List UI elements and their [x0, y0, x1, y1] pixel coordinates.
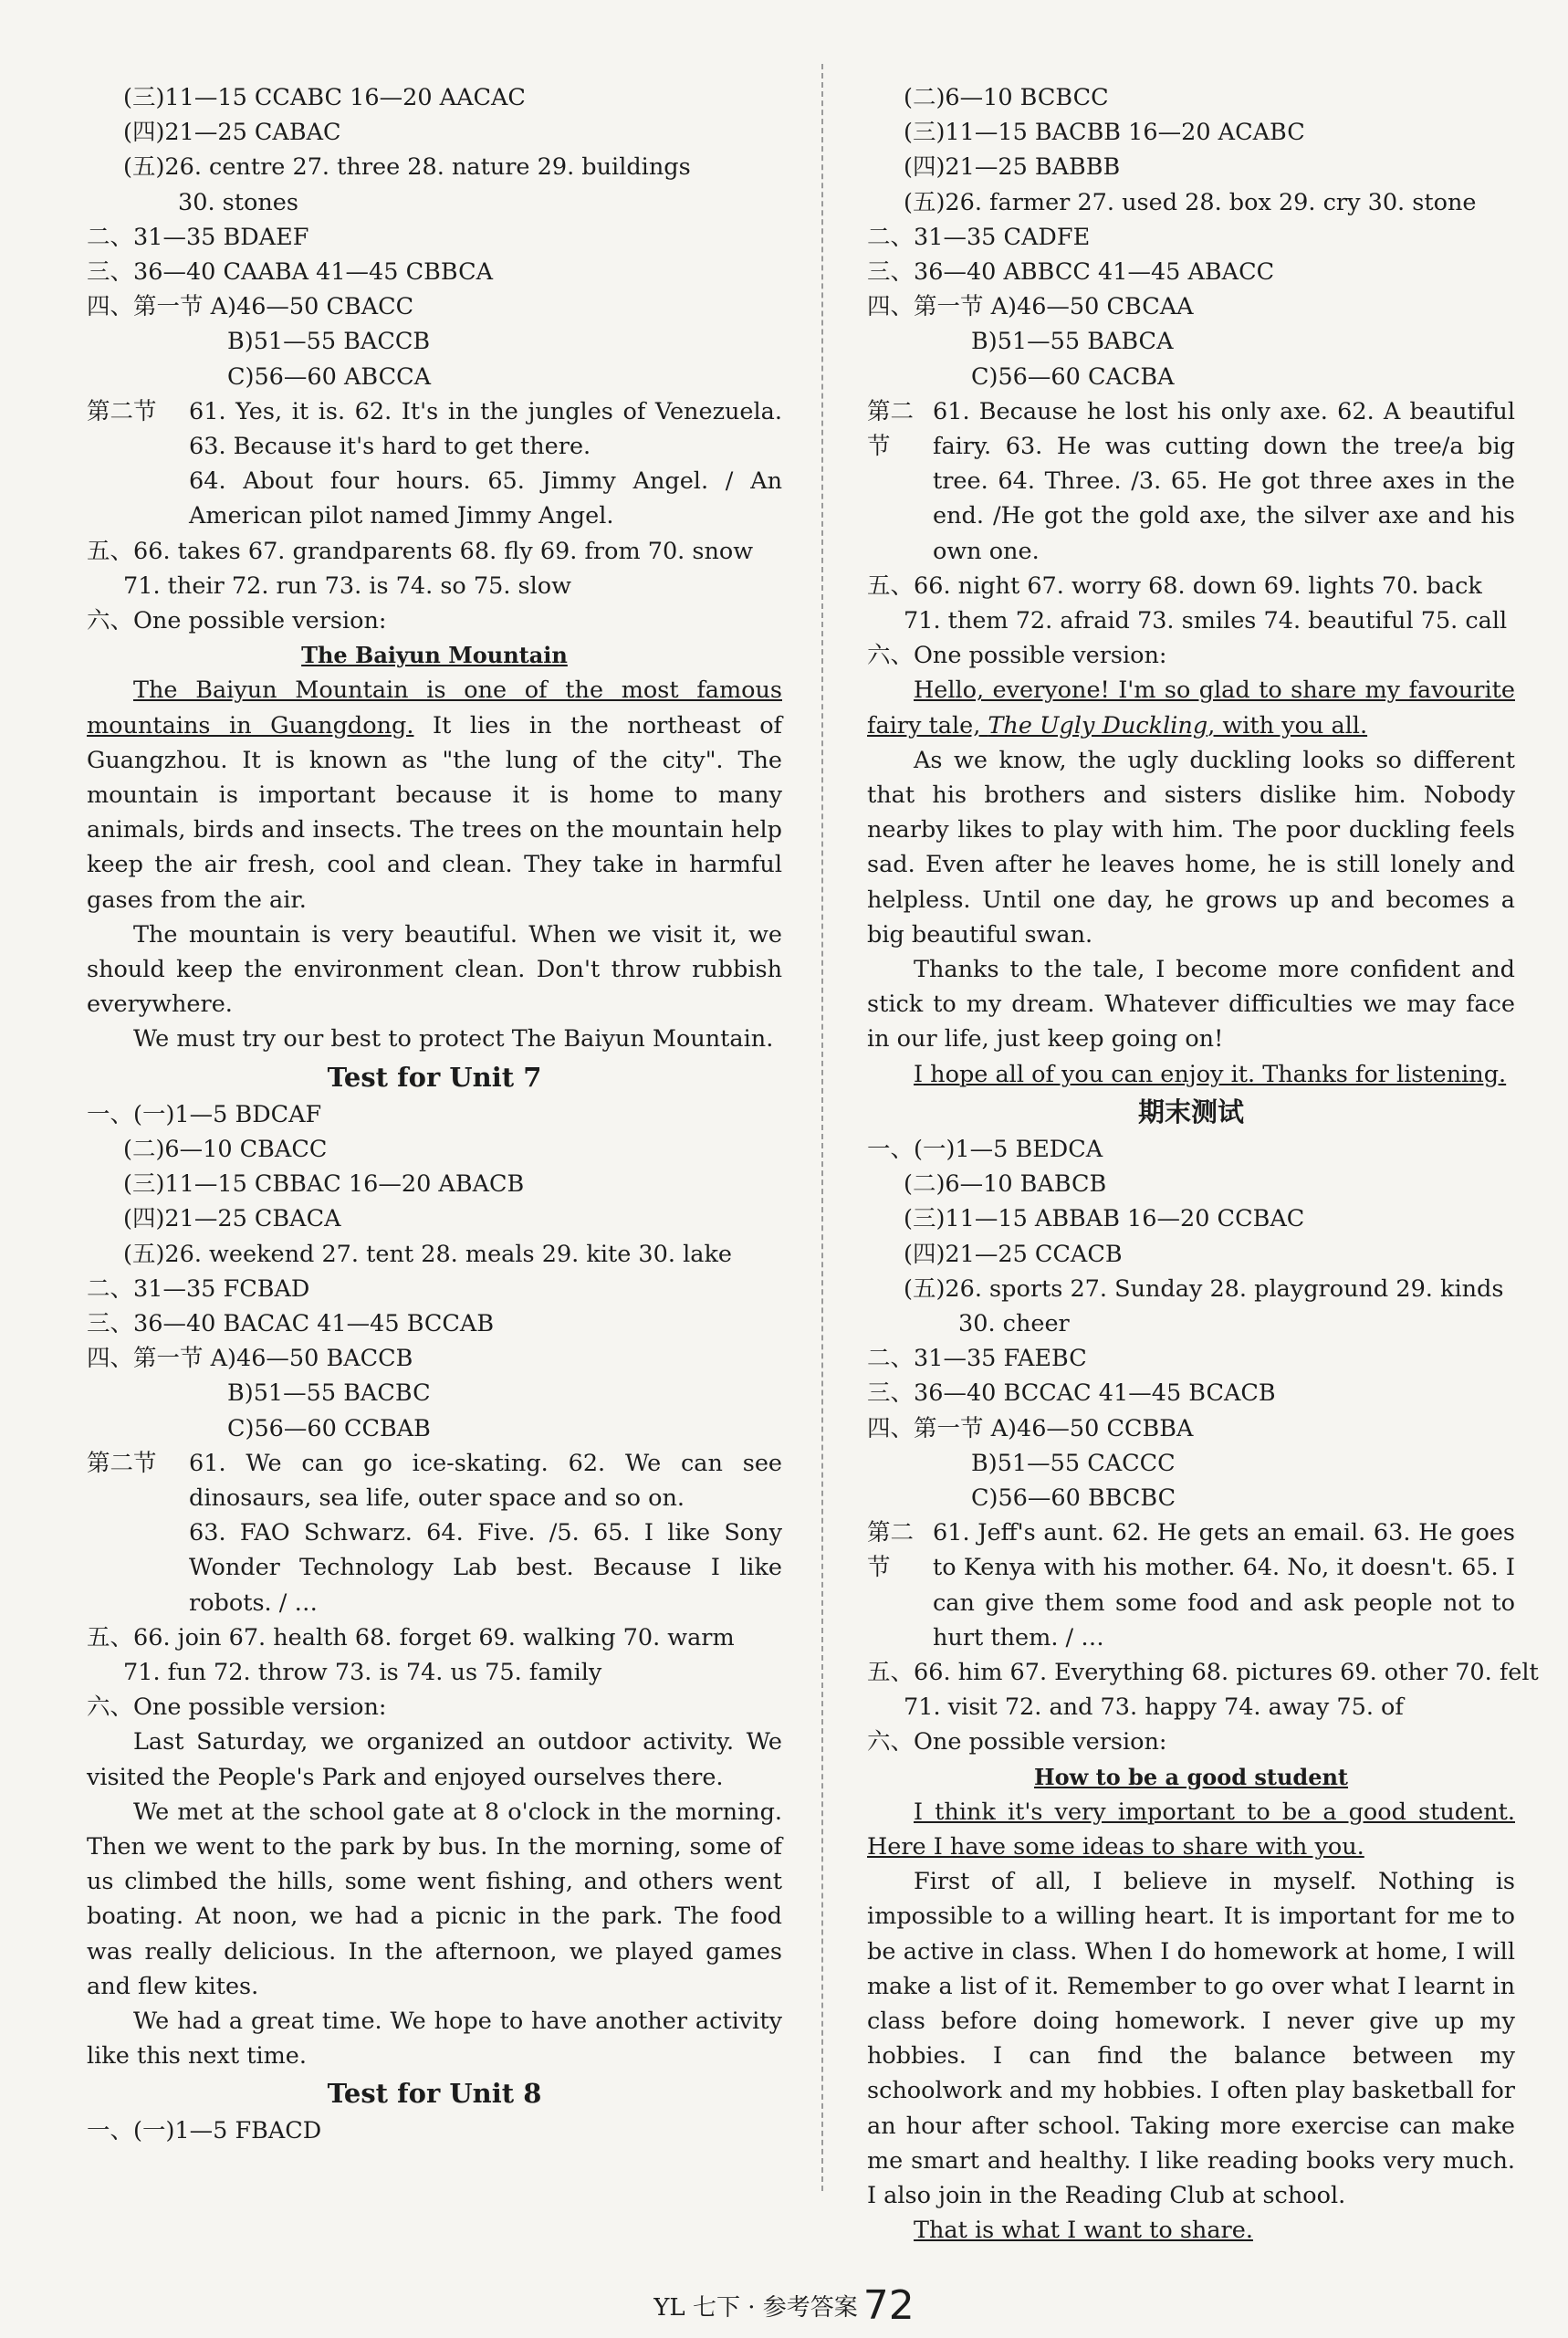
- answer-line: 五、66. night 67. worry 68. down 69. lights 70. back: [867, 571, 1482, 600]
- answer-line: (四)21—25 CABAC: [123, 119, 341, 147]
- answer-line: 三、36—40 ABBCC 41—45 ABACC: [867, 258, 1275, 287]
- essay-paragraph: We must try our best to protect The Baiyun Mountain.: [133, 1025, 774, 1054]
- essay-title: How to be a good student: [1033, 1763, 1349, 1790]
- answer-line: 71. visit 72. and 73. happy 74. away 75. of: [904, 1693, 1404, 1722]
- answer-line: 一、(一)1—5 BDCAF: [87, 1100, 322, 1128]
- answer-line: 五、66. him 67. Everything 68. pictures 69. other 70. felt: [867, 1658, 1539, 1686]
- page-footer: [0, 2282, 1568, 2329]
- answer-line: 71. them 72. afraid 73. smiles 74. beautiful 75. call: [904, 607, 1508, 635]
- essay-paragraph: First of all, I believe in myself. Nothing is impossible to a willing heart. It is important for me to be active in class. When I do homework at home, I will make a list of it. Remember to go over what I learnt in class before doing homework. I never give up my hobbies. I can find the balance between my schoolwork and my hobbies. I often play basketball for an hour after school. Taking more exercise can make me smart and healthy. I like reading books very much. I also join in the Reading Club at school.: [867, 1868, 1515, 2209]
- essay-paragraph: Last Saturday, we organized an outdoor activity. We visited the People's Park and enjoyed ourselves there.: [87, 1728, 782, 1791]
- answer-line: B)51—55 BABCA: [971, 328, 1174, 356]
- essay-paragraph: Thanks to the tale, I become more confident and stick to my dream. Whatever difficulties we may face in our life, just keep going on!: [867, 956, 1515, 1054]
- essay-paragraph: The mountain is very beautiful. When we visit it, we should keep the environment clean. Don't throw rubbish everywhere.: [87, 920, 782, 1019]
- answer-line: 四、第一节 A)46—50 CBCAA: [867, 293, 1194, 321]
- answer-line: 71. their 72. run 73. is 74. so 75. slow: [123, 571, 571, 600]
- section-label: 第二节: [867, 397, 915, 461]
- answer-text: 64. About four hours. 65. Jimmy Angel. / An American pilot named Jimmy Angel.: [189, 467, 782, 530]
- answer-line: (四)21—25 CCACB: [904, 1240, 1123, 1268]
- answer-line: (三)11—15 BACBB 16—20 ACABC: [904, 119, 1305, 147]
- answer-line: C)56—60 BBCBC: [971, 1484, 1176, 1512]
- answer-line: 六、One possible version:: [87, 607, 387, 635]
- answer-line: 五、66. join 67. health 68. forget 69. walking 70. warm: [87, 1623, 735, 1651]
- answer-line: (五)26. centre 27. three 28. nature 29. buildings: [123, 153, 691, 182]
- essay-closing: That is what I want to share.: [914, 2217, 1253, 2245]
- answer-line: 四、第一节 A)46—50 BACCB: [87, 1345, 413, 1373]
- answer-line: (二)6—10 BCBCC: [904, 84, 1109, 111]
- answer-line: (三)11—15 CBBAC 16—20 ABACB: [123, 1170, 525, 1199]
- answer-block: [867, 1515, 1515, 1655]
- section-heading: 期末测试: [1137, 1096, 1244, 1127]
- answer-block: [87, 1446, 782, 1620]
- answer-line: 六、One possible version:: [867, 1728, 1167, 1756]
- essay-paragraph: [867, 673, 1515, 742]
- section-heading: Test for Unit 7: [327, 1061, 542, 1093]
- essay-opening: I think it's very important to be a good student. Here I have some ideas to share with you.: [867, 1798, 1515, 1861]
- answer-line: 二、31—35 CADFE: [867, 223, 1091, 251]
- answer-line: 五、66. takes 67. grandparents 68. fly 69. from 70. snow: [87, 537, 754, 565]
- answer-line: C)56—60 CACBA: [971, 362, 1175, 391]
- answer-line: 四、第一节 A)46—50 CCBBA: [867, 1414, 1194, 1442]
- footer-label: YL 七下 · 参考答案: [653, 2294, 858, 2322]
- answer-line: 30. cheer: [958, 1309, 1070, 1337]
- answer-line: 71. fun 72. throw 73. is 74. us 75. family: [123, 1658, 602, 1686]
- essay-paragraph: We had a great time. We hope to have another activity like this next time.: [87, 2007, 782, 2071]
- essay-paragraph: [867, 1057, 1515, 1092]
- column-divider: [821, 64, 823, 2191]
- answer-line: 一、(一)1—5 BEDCA: [867, 1135, 1103, 1163]
- answer-line: 六、One possible version:: [867, 642, 1167, 670]
- section-label: 第二节: [87, 1449, 157, 1477]
- answer-line: (四)21—25 BABBB: [904, 153, 1121, 182]
- essay-opening: [867, 676, 1515, 739]
- answer-line: 30. stones: [178, 188, 298, 216]
- answer-text: 61. Because he lost his only axe. 62. A beautiful fairy. 63. He was cutting down the tree/a big tree. 64. Three. /3. 65. He got three axes in the end. /He got the gold axe, the silver axe and his own one.: [933, 397, 1515, 565]
- left-column: [87, 80, 782, 2149]
- essay-paragraph: We met at the school gate at 8 o'clock in the morning. Then we went to the park by bus. In the morning, some of us climbed the hills, some went fishing, and others went boating. At noon, we had a picnic in the park. The food was really delicious. In the afternoon, we played games and flew kites.: [87, 1798, 782, 2000]
- answer-line: B)51—55 BACBC: [227, 1379, 431, 1408]
- answer-line: B)51—55 BACCB: [227, 328, 431, 356]
- answer-line: (二)6—10 BABCB: [904, 1170, 1107, 1199]
- section-label: 第二节: [867, 1519, 915, 1582]
- essay-text: It lies in the northeast of Guangzhou. It is known as "the lung of the city". The mountain is important because it is home to many animals, birds and insects. The trees on the mountain help keep the air fresh, cool and clean. They take in harmful gases from the air.: [87, 711, 782, 914]
- answer-line: 一、(一)1—5 FBACD: [87, 2117, 322, 2145]
- answer-line: 六、One possible version:: [87, 1693, 387, 1722]
- essay-paragraph: As we know, the ugly duckling looks so different that his brothers and sisters dislike him. Nobody nearby likes to play with him. The poor duckling feels sad. Even after he leaves home, he is still lonely and helpless. Until one day, he grows up and becomes a big beautiful swan.: [867, 746, 1515, 949]
- answer-text: 61. We can go ice-skating. 62. We can see dinosaurs, sea life, outer space and so on.: [189, 1449, 782, 1512]
- answer-line: 二、31—35 FAEBC: [867, 1345, 1087, 1373]
- essay-title: The Baiyun Mountain: [301, 642, 568, 669]
- answer-line: 三、36—40 BACAC 41—45 BCCAB: [87, 1309, 495, 1337]
- answer-line: (五)26. weekend 27. tent 28. meals 29. kite 30. lake: [123, 1240, 732, 1268]
- essay-paragraph: [867, 2213, 1515, 2248]
- essay-paragraph: [87, 673, 782, 917]
- answer-block: [867, 394, 1515, 569]
- section-heading: Test for Unit 8: [327, 2078, 542, 2110]
- essay-text: Hello, everyone! I'm so glad to share my favourite fairy tale,: [867, 676, 1515, 739]
- answer-text: 61. Jeff's aunt. 62. He gets an email. 63. He goes to Kenya with his mother. 64. No, it doesn't. 65. I can give them some food and ask people not to hurt them. / …: [933, 1519, 1515, 1651]
- answer-line: (五)26. farmer 27. used 28. box 29. cry 30. stone: [904, 188, 1477, 216]
- answer-line: (三)11—15 ABBAB 16—20 CCBAC: [904, 1205, 1305, 1233]
- right-column: [867, 80, 1539, 2248]
- answer-line: C)56—60 CCBAB: [227, 1414, 431, 1442]
- essay-paragraph: [867, 1795, 1515, 1864]
- answer-text: 63. FAO Schwarz. 64. Five. /5. 65. I like Sony Wonder Technology Lab best. Because I like robots. / …: [189, 1519, 782, 1617]
- page-number: 72: [862, 2282, 915, 2329]
- essay-topic-sentence: The Baiyun Mountain is one of the most famous mountains in Guangdong.: [87, 676, 782, 739]
- answer-line: (二)6—10 CBACC: [123, 1135, 328, 1163]
- essay-closing: I hope all of you can enjoy it. Thanks for listening.: [914, 1060, 1507, 1088]
- answer-line: B)51—55 CACCC: [971, 1449, 1176, 1477]
- answer-line: (三)11—15 CCABC 16—20 AACAC: [123, 84, 526, 111]
- answer-line: 二、31—35 FCBAD: [87, 1274, 310, 1303]
- answer-line: (四)21—25 CBACA: [123, 1205, 341, 1233]
- answer-line: C)56—60 ABCCA: [227, 362, 432, 391]
- answer-text: 61. Yes, it is. 62. It's in the jungles of Venezuela. 63. Because it's hard to get there.: [189, 397, 782, 461]
- answer-line: (五)26. sports 27. Sunday 28. playground 29. kinds: [904, 1274, 1504, 1303]
- answer-line: 四、第一节 A)46—50 CBACC: [87, 293, 414, 321]
- answer-block: [87, 394, 782, 534]
- essay-text: , with you all.: [1207, 711, 1368, 739]
- story-title: The Ugly Duckling: [988, 711, 1208, 739]
- answer-line: 三、36—40 CAABA 41—45 CBBCA: [87, 258, 493, 287]
- answer-line: 三、36—40 BCCAC 41—45 BCACB: [867, 1379, 1276, 1408]
- answer-line: 二、31—35 BDAEF: [87, 223, 309, 251]
- section-label: 第二节: [87, 397, 157, 425]
